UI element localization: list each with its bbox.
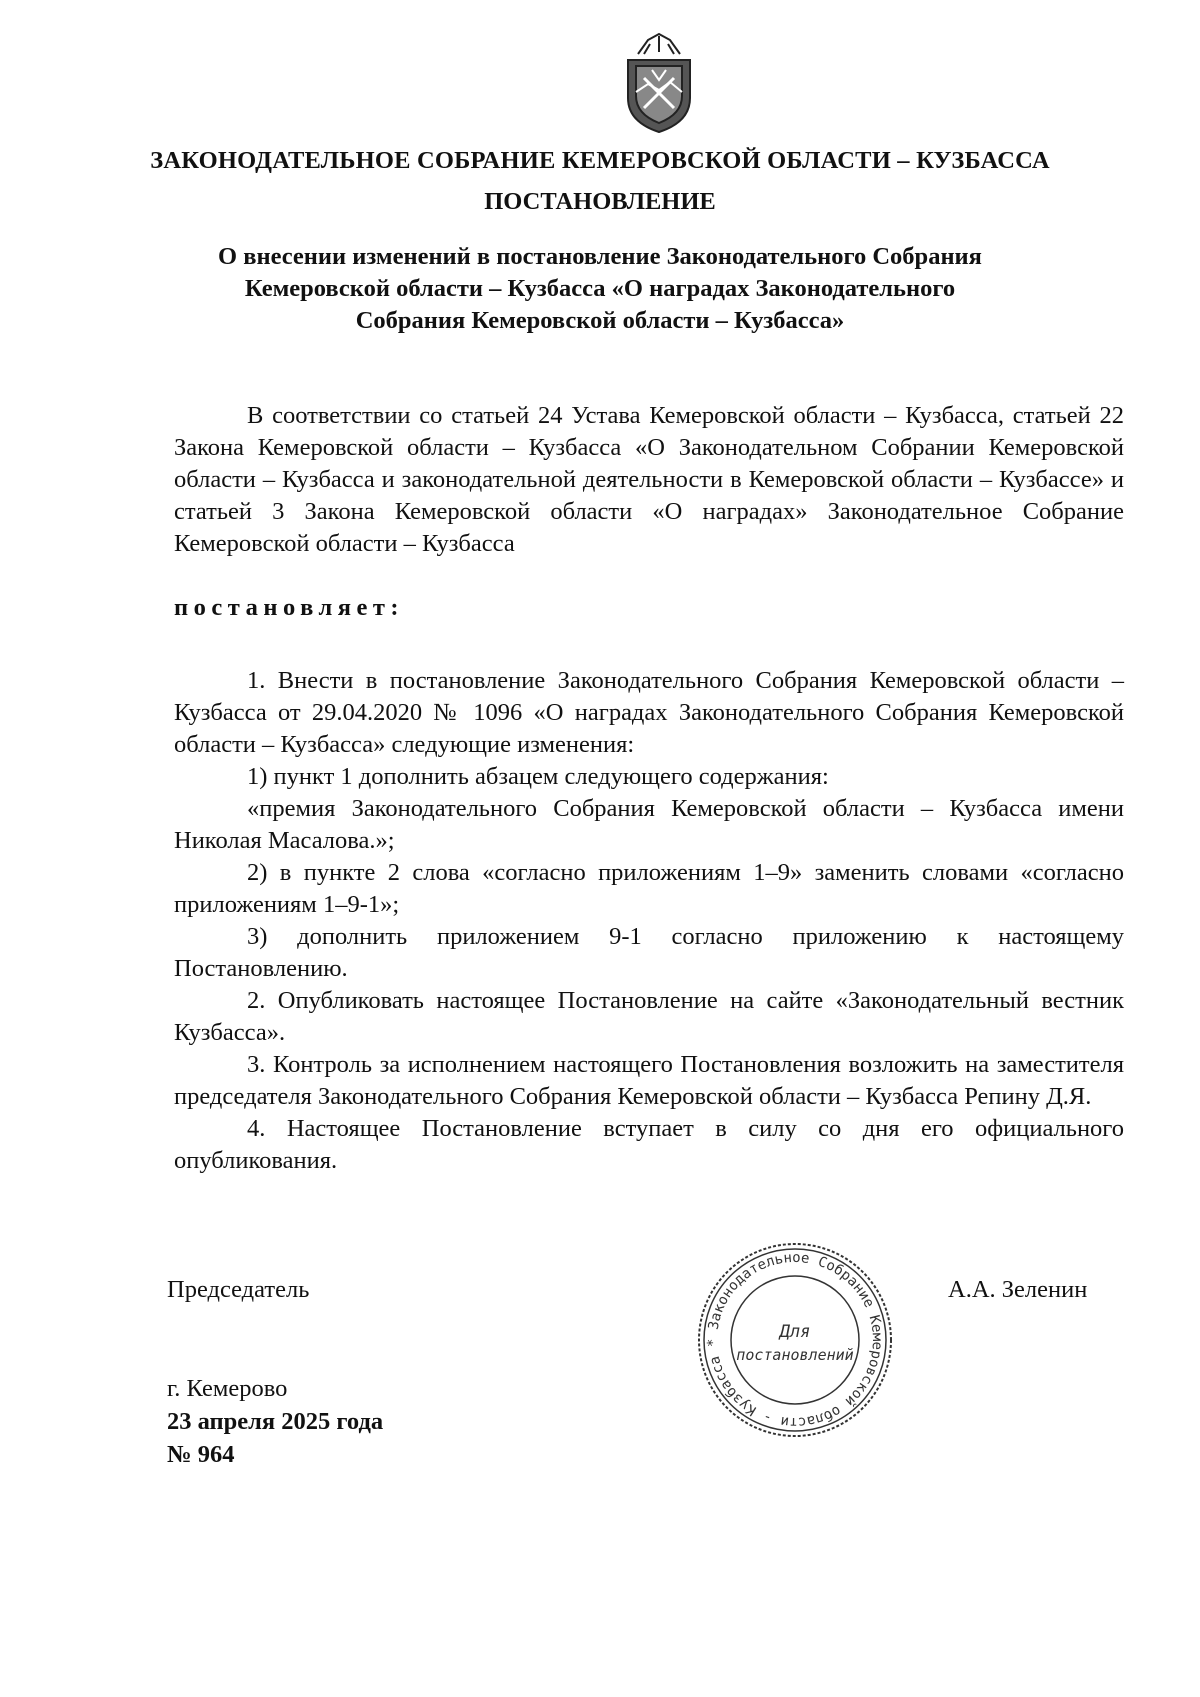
stamp-ring-text: Законодательное Собрание Кемеровской области - Кузбасса *: [704, 1249, 886, 1431]
document-type: ПОСТАНОВЛЕНИЕ: [484, 188, 716, 215]
document-title: [150, 241, 1050, 337]
title-line: О внесении изменений в постановление Законодательного Собрания: [218, 243, 982, 270]
stamp-center-line: постановлений: [736, 1346, 854, 1364]
paragraph: «премия Законодательного Собрания Кемеровской области – Кузбасса имени Николая Масалова.»;: [174, 795, 1124, 854]
organization-name: ЗАКОНОДАТЕЛЬНОЕ СОБРАНИЕ КЕМЕРОВСКОЙ ОБЛАСТИ – КУЗБАССА: [150, 147, 1050, 174]
paragraph: 2. Опубликовать настоящее Постановление на сайте «Законодательный вестник Кузбасса».: [174, 987, 1124, 1046]
document-number: № 964: [167, 1441, 235, 1468]
resolves-heading: постановляет:: [174, 594, 405, 621]
signature-name: А.А. Зеленин: [948, 1276, 1088, 1303]
paragraph: 2) в пункте 2 слова «согласно приложениям 1–9» заменить словами «согласно приложениям 1–9-1»;: [174, 859, 1124, 918]
resolution-body: [174, 665, 1124, 1177]
paragraph: 1. Внести в постановление Законодательного Собрания Кемеровской области – Кузбасса от 29.04.2020 № 1096 «О наградах Законодательного Собрания Кемеровской области – Кузбасса» следующие изменения:: [174, 667, 1124, 758]
signature-role: Председатель: [167, 1276, 310, 1303]
paragraph: 1) пункт 1 дополнить абзацем следующего содержания:: [247, 763, 829, 790]
title-line: Кемеровской области – Кузбасса «О наградах Законодательного: [244, 275, 956, 302]
stamp-center-line: Для: [779, 1322, 811, 1342]
coat-of-arms-emblem: [618, 30, 700, 136]
paragraph: 3) дополнить приложением 9-1 согласно приложению к настоящему Постановлению.: [174, 923, 1124, 982]
title-line: Собрания Кемеровской области – Кузбасса»: [355, 307, 845, 334]
preamble-paragraph: В соответствии со статьей 24 Устава Кемеровской области – Кузбасса, статьей 22 Закона Кемеровской области – Кузбасса «О Законодательном Собрании Кемеровской области – Кузбасса и законодательной деятельности в Кемеровской области – Кузбассе» и статьей 3 Закона Кемеровской области «О наградах» Законодательное Собрание Кемеровской области – Кузбасса: [174, 402, 1124, 557]
paragraph: 4. Настоящее Постановление вступает в силу со дня его официального опубликования.: [174, 1115, 1124, 1174]
document-date: 23 апреля 2025 года: [167, 1408, 384, 1435]
paragraph: 3. Контроль за исполнением настоящего Постановления возложить на заместителя председателя Законодательного Собрания Кемеровской области – Кузбасса Репину Д.Я.: [174, 1051, 1124, 1110]
city: г. Кемерово: [167, 1375, 288, 1402]
official-stamp: [695, 1240, 895, 1440]
